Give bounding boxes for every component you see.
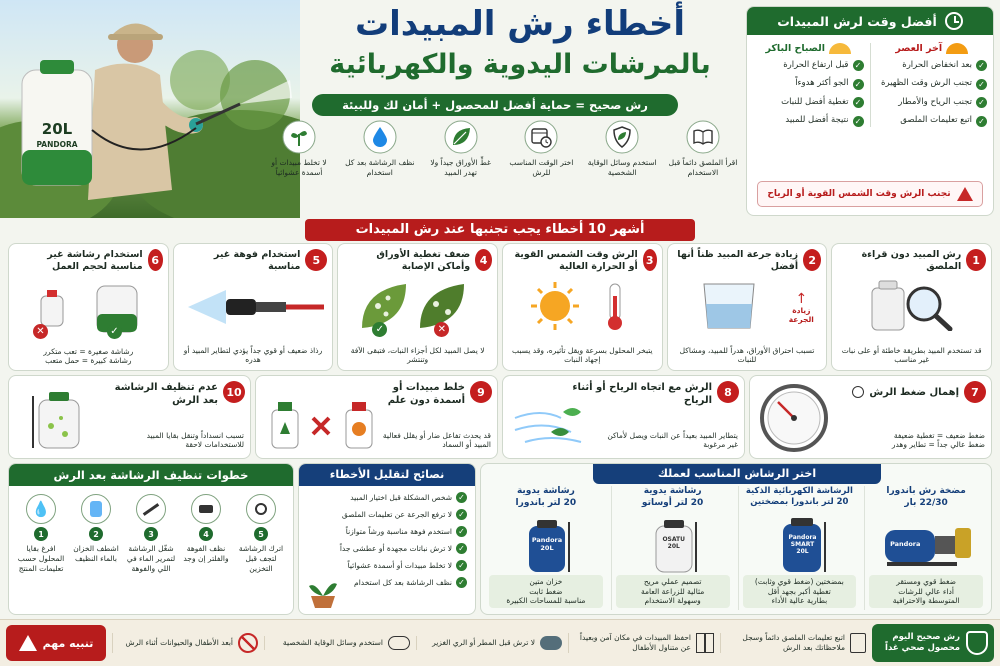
mistake-desc: يتطاير المبيد بعيداً عن النبات ويصل لأماكن غير مرغوبة (607, 430, 738, 450)
top-icon-text: نظف الرشاشة بعد كل استخدام (345, 158, 415, 177)
mistake-title: الرش وقت الشمس القوية أو الحرارة العالية (514, 249, 638, 273)
mistake-desc: رذاذ ضعيف أو قوي جداً يؤدي لتطاير المبيد أو هدره (183, 345, 323, 365)
sprayer-title: رشاشة يدوية 20 لتر أوساتو (641, 486, 704, 508)
bottle-magnifier-icon (862, 276, 962, 331)
mistake-desc: تسبب احتراق الأوراق، هدراً للمبيد، ومشاكل للنبات (679, 345, 815, 365)
morning-item: ✓ تغطية أفضل للنبات (753, 97, 864, 108)
plant-icon (282, 120, 316, 154)
shield-leaf-icon (605, 120, 639, 154)
top-icon-item (262, 120, 336, 215)
tip-item: ✓ لا ترفع الجرعة عن تعليمات الملصق (307, 509, 467, 520)
measuring-cup-icon (696, 278, 766, 330)
hero-image (0, 0, 300, 218)
check-icon: ✓ (456, 509, 467, 520)
check-icon: ✓ (853, 116, 864, 127)
pressure-gauge-icon (758, 382, 830, 454)
farmer-illustration (0, 0, 300, 218)
cleaning-step: 2 اشطف الخزان بالماء النظيف (70, 494, 122, 573)
morning-item: ✓ نتيجة أفضل للمبيد (753, 115, 864, 126)
page-subtitle-line: بالمرشات اليدوية والكهربائية (329, 49, 711, 80)
top-icon-item (343, 120, 417, 215)
top-icon-text: لا تخلط مبيدات أو أسمدة عشوائياً (271, 158, 327, 177)
wrong-mark-icon: ✕ (33, 324, 48, 339)
tip-item: ✓ شخص المشكلة قبل اختيار المبيد (307, 492, 467, 503)
mistakes-row-1 (8, 243, 992, 371)
mistake-card-6 (8, 243, 169, 371)
evening-title: آخر العصر (895, 43, 943, 54)
check-icon: ✓ (456, 526, 467, 537)
mistake-card-3 (502, 243, 663, 371)
sun-thermometer-icon (525, 280, 635, 332)
tip-item: ✓ لا ترش نباتات مجهدة أو عطشى جداً (307, 543, 467, 554)
mistake-desc: لا يصل المبيد لكل أجزاء النبات، فتبقى الآفة وتنتشر (350, 345, 485, 365)
cleaning-step: 3 شغّل الرشاشة لتمرير الماء في اللي والفوهة (125, 494, 177, 573)
mistake-card-10 (8, 375, 251, 459)
mistake-title: استخدام فوهة غير مناسبة (213, 249, 301, 273)
tank-brand-label: PANDORA (36, 140, 78, 149)
sprayer-card[interactable] (738, 486, 861, 610)
tips-panel (298, 463, 476, 615)
mistake-desc: رشاشة صغيرة = تعب متكرر رشاشة كبيرة = حمل متعب (43, 346, 134, 366)
morning-title: الصباح الباكر (765, 43, 825, 54)
mistake-desc: قد يحدث تفاعل ضار أو يقلل فعالية المبيد أو السماد (382, 430, 491, 450)
mistake-title: إهمال ضغط الرش (869, 386, 959, 398)
cabinet-icon (696, 633, 714, 653)
cleaning-step: 💧 1 افرغ بقايا المحلول حسب تعليمات المنتج (15, 494, 67, 573)
best-time-title: أفضل وقت لرش المبيدات (777, 13, 937, 29)
check-icon: ✓ (853, 79, 864, 90)
sprayer-label: Pandora 20L (531, 536, 563, 552)
mistake-title: استخدام رشاشة غير مناسبة لحجم العمل (47, 249, 143, 273)
mistake-number: 5 (305, 249, 327, 271)
top-icon-text: اقرأ الملصق دائماً قبل الاستخدام (668, 158, 738, 177)
footer-item: لا ترش قبل المطر أو الري الغزير (416, 636, 562, 650)
evening-column (877, 43, 988, 127)
timer-icon (852, 386, 864, 398)
evening-item: ✓ تجنب الرش وقت الظهيرة (877, 78, 988, 89)
page-title: أخطاء رش المبيدات (354, 4, 686, 44)
footer-alert: تنبيه مهم (6, 625, 106, 661)
mistake-title: ضعف تغطية الأوراق وأماكن الإصابة (376, 249, 471, 273)
mistake-number: 8 (717, 381, 739, 403)
footer-item: أبعد الأطفال والحيوانات أثناء الرش (112, 633, 258, 653)
mistake-desc: تسبب انسداداً وتنقل بقايا المبيد للاستخدامات لاحقة (146, 430, 244, 450)
sprayer-desc: بمضختين (ضغط قوي وثابت) تغطية أكبر بجهد أقل بطارية عالية الأداء (743, 575, 857, 608)
tips-title: نصائح لتقليل الأخطاء (299, 464, 475, 486)
check-icon: ✓ (976, 79, 987, 90)
mistake-desc: يتبخر المحلول بسرعة ويقل تأثيره، وقد يسبب إجهاد النبات (512, 345, 653, 365)
morning-column (753, 43, 864, 127)
ppe-icon (388, 636, 410, 650)
mistakes-row-2 (8, 375, 992, 459)
mistake-number: 9 (470, 381, 492, 403)
top-icon-row (262, 120, 740, 215)
warning-icon (19, 635, 37, 651)
wand-icon (136, 494, 166, 524)
check-icon: ✓ (976, 116, 987, 127)
correct-mark-icon: ✓ (372, 322, 387, 337)
morning-item: ✓ قبل ارتفاع الحرارة (753, 60, 864, 71)
warning-icon (957, 187, 973, 201)
nozzle-spray-icon (186, 282, 326, 332)
calendar-clock-icon (524, 120, 558, 154)
cleaning-title: خطوات تنظيف الرشاشة بعد الرش (9, 464, 293, 486)
mistake-number: 6 (148, 249, 163, 271)
best-time-panel (746, 6, 994, 216)
mistake-title: رش المبيد دون قراءة الملصق (861, 249, 962, 273)
sprayer-desc: خزان متين ضغط ثابت مناسبة للمساحات الكبيرة (489, 575, 603, 608)
tip-item: ✓ لا تخلط مبيدات أو أسمدة عشوائياً (307, 560, 467, 571)
drop-icon: 💧 (26, 494, 56, 524)
sprayer-card[interactable] (864, 486, 987, 610)
cleaning-step: 4 نظف الفوهة والفلتر إن وجد (180, 494, 232, 573)
check-icon: ✓ (456, 560, 467, 571)
cleaning-step: 5 اترك الرشاشة لتجف قبل التخزين (235, 494, 287, 573)
mistake-card-7 (749, 375, 992, 459)
warning-text: تجنب الرش وقت الشمس القوية أو الرياح (767, 189, 951, 199)
mistake-number: 10 (223, 381, 245, 403)
sprayer-label: Pandora (890, 540, 921, 548)
dirty-sprayer-icon (21, 386, 91, 452)
sprayers-title: اختر الرشاش المناسب لعملك (593, 464, 881, 484)
footer-item: اتبع تعليمات الملصق دائماً وسجل ملاحظاتك بعد الرش (720, 633, 866, 653)
mistake-card-9 (255, 375, 498, 459)
sprayer-title: الرشاشة الكهربائية الذكية 20 لتر باندورا بمضختين (745, 486, 853, 508)
clock-icon (945, 12, 963, 30)
best-time-header (747, 7, 993, 35)
top-icon-text: اختر الوقت المناسب للرش (509, 158, 574, 177)
evening-item: ✓ اتبع تعليمات الملصق (877, 115, 988, 126)
wind-leaves-icon (511, 402, 591, 448)
arrow-up-icon: ↑ (795, 291, 808, 307)
children-icon (238, 633, 258, 653)
mistake-number: 1 (966, 249, 986, 271)
footer-bar (0, 619, 1000, 666)
sprayer-label: Pandora SMART 20L (788, 534, 817, 555)
sunset-icon (946, 43, 968, 54)
footer-item: احفظ المبيدات في مكان آمن وبعيداً عن متناول الأطفال (568, 633, 714, 653)
cleaning-panel (8, 463, 294, 615)
sprayer-card[interactable] (485, 486, 607, 610)
mistakes-banner: أشهر 10 أخطاء يجب تجنبها عند رش المبيدات (305, 219, 695, 241)
mistake-desc: قد تستخدم المبيد بطريقة خاطئة أو على نبات غير مناسب (841, 345, 982, 365)
top-icon-text: استخدم وسائل الوقاية الشخصية (587, 158, 657, 177)
mistake-title: زيادة جرعة المبيد ظناً أنها أفضل (677, 249, 799, 273)
sprayer-label: OSATU 20L (662, 536, 686, 550)
mistake-card-5 (173, 243, 334, 371)
wrong-mark-icon: ✕ (434, 322, 449, 337)
evening-item: ✓ بعد انخفاض الحرارة (877, 60, 988, 71)
clipboard-icon (850, 633, 866, 653)
check-icon: ✓ (456, 492, 467, 503)
sunrise-icon (829, 43, 851, 54)
title-block (300, 2, 740, 92)
top-icon-text: غطِّ الأوراق جيداً ولا تهدر المبيد (430, 158, 491, 177)
footer-slogan: رش صحيح اليوم محصول صحي غداً (872, 624, 994, 662)
sprayer-card[interactable] (611, 486, 734, 610)
mistake-card-1 (831, 243, 992, 371)
mistake-desc: ضغط ضعيف = تغطية ضعيفة ضغط عالي جداً = تطاير وهدر (891, 430, 985, 450)
sprayers-panel (480, 463, 992, 615)
best-time-warning (757, 181, 983, 207)
potted-plant-icon (303, 570, 343, 610)
sprayer-title: رشاشة يدوية 20 لتر باندورا (515, 486, 577, 508)
check-icon: ✓ (456, 577, 467, 588)
mistake-title: خلط مبيدات أو أسمدة دون علم (387, 382, 465, 406)
top-icon-item (504, 120, 578, 215)
check-icon: ✓ (853, 60, 864, 71)
mistake-card-4 (337, 243, 498, 371)
check-icon: ✓ (976, 97, 987, 108)
subtitle-pill: رش صحيح = حماية أفضل للمحصول + أمان لك وللبيئة (312, 94, 678, 116)
mistake-card-2 (667, 243, 828, 371)
top-icon-item (424, 120, 498, 215)
sun-icon (246, 494, 276, 524)
nozzle-icon (191, 494, 221, 524)
drop-icon (363, 120, 397, 154)
check-icon: ✓ (456, 543, 467, 554)
mistake-title: عدم تنظيف الرشاشة بعد الرش (114, 382, 218, 406)
mistake-card-8 (502, 375, 745, 459)
check-icon: ✓ (853, 97, 864, 108)
footer-item: استخدم وسائل الوقاية الشخصية (264, 636, 410, 650)
check-icon: ✓ (976, 60, 987, 71)
shield-leaf-icon (966, 631, 988, 655)
tank-capacity-label: 20L (41, 120, 73, 138)
mistake-number: 3 (643, 249, 657, 271)
top-icon-item (666, 120, 740, 215)
mistake-number: 7 (964, 381, 986, 403)
tip-item: ✓ نظف الرشاشة بعد كل استخدام (307, 577, 467, 588)
sprayer-desc: ضغط قوي ومستقر أداء عالي للرشات المتوسطة والاحترافية (869, 575, 983, 608)
rain-icon (540, 636, 562, 650)
mistake-number: 4 (475, 249, 492, 271)
mistake-number: 2 (803, 249, 821, 271)
dose-arrow: ↑ زيادة الجرعة (788, 291, 814, 324)
evening-item: ✓ تجنب الرياح والأمطار (877, 97, 988, 108)
leaf-icon (444, 120, 478, 154)
correct-mark-icon: ✓ (107, 324, 122, 339)
top-icon-item (585, 120, 659, 215)
mistake-title: الرش مع اتجاه الرياح أو أثناء الرياح (572, 382, 712, 406)
bottle-icon (81, 494, 111, 524)
morning-item: ✓ الجو أكثر هدوءاً (753, 78, 864, 89)
sprayer-title: مضخة رش باندورا 22/30 بار (886, 486, 966, 508)
book-icon (686, 120, 720, 154)
tip-item: ✓ استخدم فوهة مناسبة ورشاً متوازناً (307, 526, 467, 537)
mixing-bottles-icon (268, 394, 378, 454)
sprayer-desc: تصميم عملي مريح مثالية للزراعة العامة وسهولة الاستخدام (616, 575, 730, 608)
